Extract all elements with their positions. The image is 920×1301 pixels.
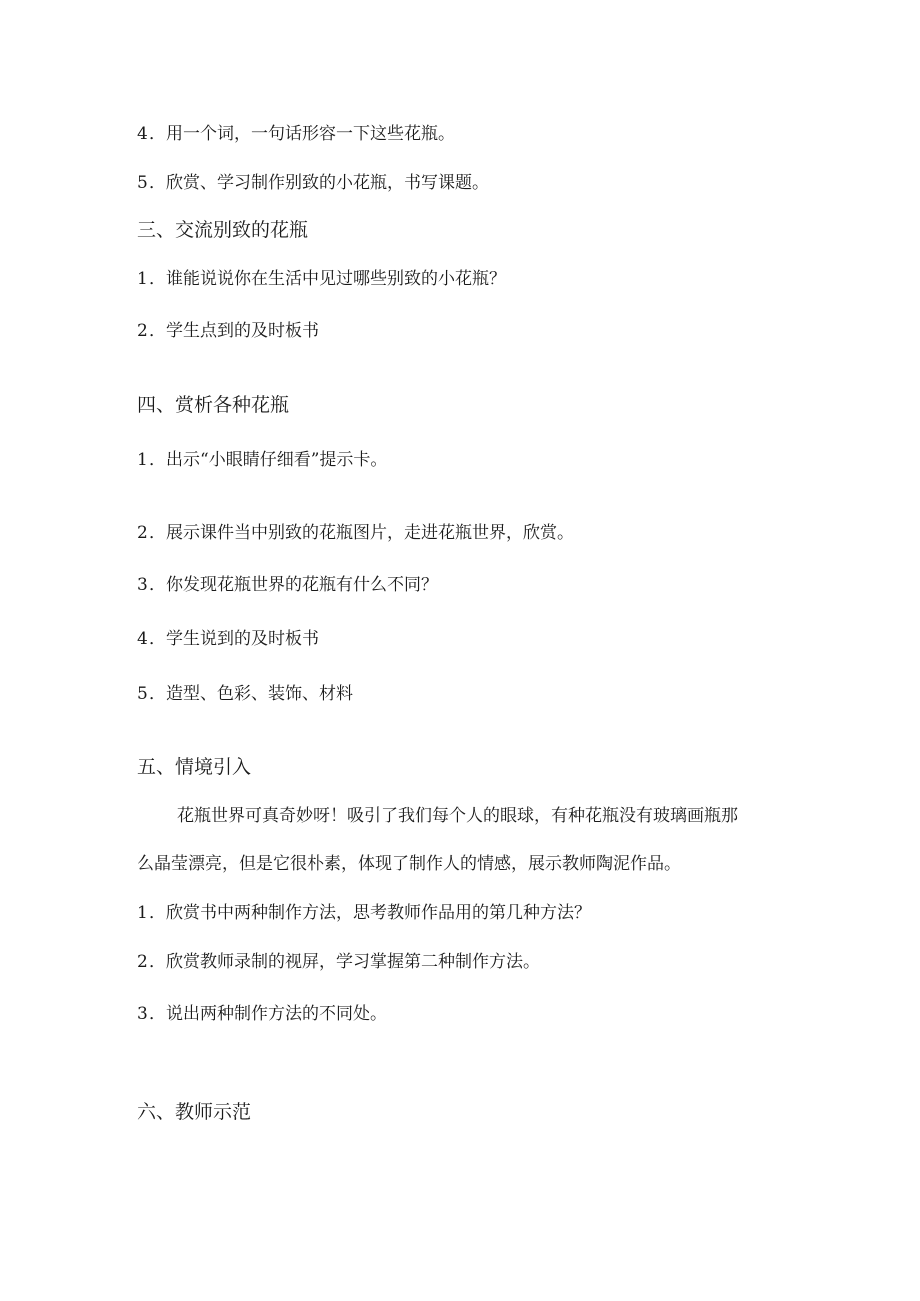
list-item-number: 1: [137, 903, 148, 923]
list-item: [137, 320, 319, 342]
list-item-text: ．展示课件当中别致的花瓶图片，走进花瓶世界，欣赏。: [149, 523, 574, 543]
section-heading: 六、教师示范: [137, 1101, 252, 1123]
list-item: [137, 951, 540, 973]
list-item-number: 2: [137, 952, 148, 972]
list-item: [137, 522, 574, 544]
list-item-text: ．说出两种制作方法的不同处。: [149, 1004, 387, 1024]
list-item-number: 2: [137, 523, 148, 543]
list-item-text: ．你发现花瓶世界的花瓶有什么不同？: [149, 575, 438, 595]
list-item-number: 3: [137, 575, 148, 595]
list-item: [137, 449, 387, 471]
list-item: [137, 683, 353, 705]
list-item-number: 2: [137, 321, 148, 341]
paragraph-line: [137, 805, 738, 827]
list-item-number: 5: [137, 684, 148, 704]
list-item-text: ．造型、色彩、装饰、材料: [149, 684, 353, 704]
list-item-number: 3: [137, 1004, 148, 1024]
list-item: [137, 172, 489, 194]
list-item-text: ．欣赏、学习制作别致的小花瓶，书写课题。: [149, 173, 489, 193]
list-item-text: ．学生点到的及时板书: [149, 321, 319, 341]
list-item-text: ．欣赏教师录制的视屏，学习掌握第二种制作方法。: [149, 952, 540, 972]
list-item: [137, 268, 506, 290]
list-item: [137, 1003, 387, 1025]
paragraph-text: 花瓶世界可真奇妙呀！吸引了我们每个人的眼球，有种花瓶没有玻璃画瓶那: [177, 806, 738, 826]
list-item-number: 4: [137, 629, 148, 649]
list-item-number: 4: [137, 124, 148, 144]
list-item-text: ．学生说到的及时板书: [149, 629, 319, 649]
list-item-number: 1: [137, 269, 148, 289]
list-item-number: 1: [137, 450, 148, 470]
list-item-text: ．谁能说说你在生活中见过哪些别致的小花瓶？: [149, 269, 506, 289]
section-heading: 三、交流别致的花瓶: [137, 219, 309, 241]
list-item: [137, 628, 319, 650]
list-item-text: ．欣赏书中两种制作方法，思考教师作品用的第几种方法？: [149, 903, 591, 923]
paragraph-line: 么晶莹漂亮，但是它很朴素，体现了制作人的情感，展示教师陶泥作品。: [137, 854, 681, 874]
section-heading: 五、情境引入: [137, 756, 252, 778]
list-item-text: ．用一个词，一句话形容一下这些花瓶。: [149, 124, 455, 144]
list-item-number: 5: [137, 173, 148, 193]
list-item: [137, 574, 438, 596]
list-item-text: ．出示“小眼睛仔细看”提示卡。: [149, 450, 388, 470]
list-item: [137, 902, 591, 924]
list-item: [137, 123, 455, 145]
section-heading: 四、赏析各种花瓶: [137, 394, 290, 416]
